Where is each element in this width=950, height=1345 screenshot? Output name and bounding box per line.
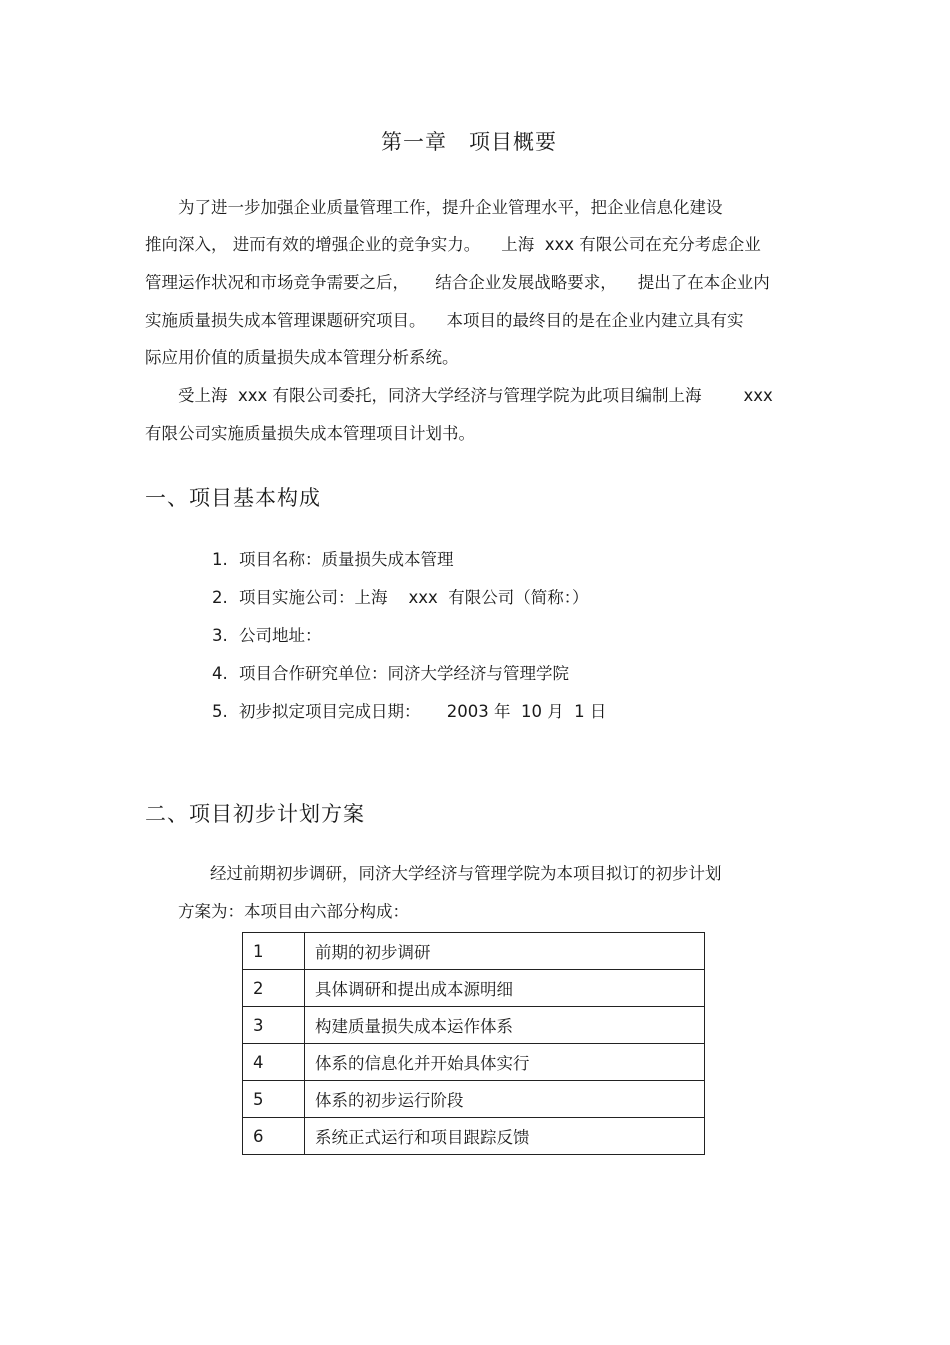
phase-name: 前期的初步调研 [305, 933, 705, 970]
table-row [243, 1044, 705, 1081]
table-row [243, 1081, 705, 1118]
phase-name: 构建质量损失成本运作体系 [305, 1007, 705, 1044]
section-heading-initial-plan: 二、项目初步计划方案 [145, 802, 365, 826]
intro-p2-line: 有限公司实施质量损失成本管理项目计划书。 [145, 424, 475, 443]
basic-composition-list [212, 546, 606, 736]
chapter-number: 第一章 [381, 130, 447, 154]
list-item-number: 1. [212, 550, 228, 569]
phase-index: 2 [243, 970, 305, 1007]
table-row [243, 933, 705, 970]
table-row [243, 1007, 705, 1044]
plan-phases-table [242, 932, 705, 1155]
list-item-text: 公司地址： [239, 626, 322, 645]
list-item [212, 660, 606, 698]
phase-index: 5 [243, 1081, 305, 1118]
list-item [212, 546, 606, 584]
list-item-text: 初步拟定项目完成日期： 2003 年 10 月 1 日 [239, 702, 607, 721]
phase-name: 体系的信息化并开始具体实行 [305, 1044, 705, 1081]
phase-index: 6 [243, 1118, 305, 1155]
chapter-title [0, 126, 938, 156]
phase-index: 4 [243, 1044, 305, 1081]
intro-p1-line: 为了进一步加强企业质量管理工作，提升企业管理水平，把企业信息化建设 [178, 198, 723, 217]
list-item [212, 698, 606, 736]
list-item-number: 5. [212, 702, 228, 721]
list-item [212, 584, 606, 622]
list-item-number: 4. [212, 664, 228, 683]
intro-p1-line: 际应用价值的质量损失成本管理分析系统。 [145, 348, 459, 367]
list-item-number: 2. [212, 588, 228, 607]
phase-index: 1 [243, 933, 305, 970]
intro-p1-line: 实施质量损失成本管理课题研究项目。 本项目的最终目的是在企业内建立具有实 [145, 311, 744, 330]
phase-index: 3 [243, 1007, 305, 1044]
list-item-text: 项目实施公司：上海 xxx 有限公司（简称：） [239, 588, 589, 607]
list-item-text: 项目名称：质量损失成本管理 [239, 550, 454, 569]
table-row [243, 970, 705, 1007]
intro-p2-line: 受上海 xxx 有限公司委托，同济大学经济与管理学院为此项目编制上海 xxx [178, 386, 773, 405]
list-item-text: 项目合作研究单位：同济大学经济与管理学院 [239, 664, 569, 683]
intro-p1-line: 推向深入， 进而有效的增强企业的竞争实力。 上海 xxx 有限公司在充分考虑企业 [145, 235, 761, 254]
phase-name: 体系的初步运行阶段 [305, 1081, 705, 1118]
section-heading-basic-composition: 一、项目基本构成 [145, 486, 321, 510]
plan-intro-line: 方案为：本项目由六部分构成： [178, 902, 409, 921]
list-item [212, 622, 606, 660]
phase-name: 系统正式运行和项目跟踪反馈 [305, 1118, 705, 1155]
intro-p1-line: 管理运作状况和市场竞争需要之后， 结合企业发展战略要求， 提出了在本企业内 [145, 273, 770, 292]
phase-name: 具体调研和提出成本源明细 [305, 970, 705, 1007]
chapter-name: 项目概要 [469, 130, 557, 154]
plan-intro-line: 经过前期初步调研，同济大学经济与管理学院为本项目拟订的初步计划 [210, 864, 722, 883]
table-row [243, 1118, 705, 1155]
list-item-number: 3. [212, 626, 228, 645]
